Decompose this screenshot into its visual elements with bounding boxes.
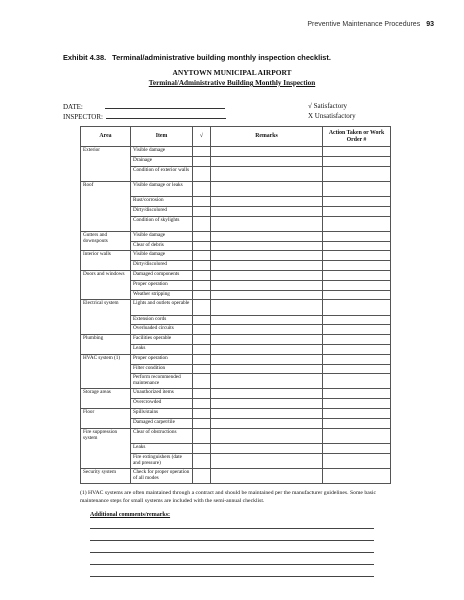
item-cell: Dirty/discolored (131, 206, 193, 216)
item-cell: Clear of debris (131, 241, 193, 251)
action-cell[interactable] (323, 468, 391, 483)
remarks-cell[interactable] (211, 206, 323, 216)
check-cell[interactable] (193, 344, 211, 354)
comment-line[interactable] (90, 528, 374, 529)
check-cell[interactable] (193, 374, 211, 389)
check-cell[interactable] (193, 280, 211, 290)
check-cell[interactable] (193, 399, 211, 409)
exhibit-title: Terminal/administrative building monthly inspection checklist. (112, 53, 331, 62)
remarks-cell[interactable] (211, 290, 323, 300)
item-cell: Spills/stains (131, 409, 193, 419)
action-cell[interactable] (323, 315, 391, 325)
inspector-line[interactable] (106, 112, 226, 119)
check-cell[interactable] (193, 270, 211, 280)
item-cell: Fire extinguishers (date and pressure) (131, 453, 193, 468)
comment-line[interactable] (90, 552, 374, 553)
action-cell[interactable] (323, 335, 391, 345)
remarks-cell[interactable] (211, 364, 323, 374)
action-cell[interactable] (323, 443, 391, 453)
item-cell: Dirty/discolored (131, 261, 193, 271)
header-action: Action Taken or Work Order # (323, 127, 391, 147)
action-cell[interactable] (323, 270, 391, 280)
check-cell[interactable] (193, 443, 211, 453)
table-row (81, 468, 391, 483)
remarks-cell[interactable] (211, 196, 323, 206)
action-cell[interactable] (323, 418, 391, 428)
area-cell: Storage areas (81, 389, 131, 409)
item-cell: Proper operation (131, 280, 193, 290)
item-cell: Damaged carpet/tile (131, 418, 193, 428)
action-cell[interactable] (323, 181, 391, 196)
remarks-cell[interactable] (211, 344, 323, 354)
item-cell: Overcrowded (131, 399, 193, 409)
action-cell[interactable] (323, 261, 391, 271)
legend-unsatisfactory: X Unsatisfactory (308, 112, 356, 120)
table-row (81, 428, 391, 443)
date-line[interactable] (105, 102, 225, 109)
check-cell[interactable] (193, 261, 211, 271)
check-cell[interactable] (193, 166, 211, 181)
exhibit-caption (63, 53, 331, 62)
action-cell[interactable] (323, 399, 391, 409)
remarks-cell[interactable] (211, 325, 323, 335)
remarks-cell[interactable] (211, 261, 323, 271)
org-name: ANYTOWN MUNICIPAL AIRPORT (172, 68, 292, 77)
check-cell[interactable] (193, 335, 211, 345)
item-cell: Condition of exterior walls (131, 166, 193, 181)
area-cell: Plumbing (81, 335, 131, 355)
item-cell: Perform recommended maintenance (131, 374, 193, 389)
table-row (81, 409, 391, 419)
remarks-cell[interactable] (211, 453, 323, 468)
remarks-cell[interactable] (211, 468, 323, 483)
check-cell[interactable] (193, 453, 211, 468)
action-cell[interactable] (323, 156, 391, 166)
remarks-cell[interactable] (211, 315, 323, 325)
item-cell: Visible damage or leaks (131, 181, 193, 196)
action-cell[interactable] (323, 206, 391, 216)
action-cell[interactable] (323, 354, 391, 364)
remarks-cell[interactable] (211, 335, 323, 345)
table-header-row (81, 127, 391, 147)
item-cell: Lights and outlets operable (131, 300, 193, 315)
action-cell[interactable] (323, 325, 391, 335)
item-cell: Proper operation (131, 354, 193, 364)
table-row (81, 147, 391, 157)
area-cell: Roof (81, 181, 131, 231)
item-cell: Visible damage (131, 251, 193, 261)
item-cell: Visible damage (131, 147, 193, 157)
header-item: Item (131, 127, 193, 147)
table-row (81, 181, 391, 196)
area-cell: Security system (81, 468, 131, 483)
item-cell: Extension cords (131, 315, 193, 325)
check-cell[interactable] (193, 468, 211, 483)
inspection-table (80, 126, 391, 484)
table-row (81, 231, 391, 241)
header-check: √ (193, 127, 211, 147)
check-cell[interactable] (193, 147, 211, 157)
item-cell: Overloaded circuits (131, 325, 193, 335)
action-cell[interactable] (323, 241, 391, 251)
action-cell[interactable] (323, 196, 391, 206)
table-row (81, 354, 391, 364)
comments-label: Additional comments/remarks: (90, 512, 171, 518)
area-cell: Gutters and downspouts (81, 231, 131, 251)
item-cell: Visible damage (131, 231, 193, 241)
item-cell: Rust/corrosion (131, 196, 193, 206)
remarks-cell[interactable] (211, 300, 323, 315)
remarks-cell[interactable] (211, 409, 323, 419)
area-cell: Interior walls (81, 251, 131, 271)
remarks-cell[interactable] (211, 428, 323, 443)
remarks-cell[interactable] (211, 181, 323, 196)
check-cell[interactable] (193, 364, 211, 374)
remarks-cell[interactable] (211, 374, 323, 389)
action-cell[interactable] (323, 147, 391, 157)
remarks-cell[interactable] (211, 280, 323, 290)
remarks-cell[interactable] (211, 156, 323, 166)
item-cell: Check for proper operation of all modes (131, 468, 193, 483)
action-cell[interactable] (323, 344, 391, 354)
item-cell: Leaks (131, 443, 193, 453)
item-cell: Damaged components (131, 270, 193, 280)
table-row (81, 251, 391, 261)
check-cell[interactable] (193, 354, 211, 364)
check-cell[interactable] (193, 156, 211, 166)
item-cell: Facilities operable (131, 335, 193, 345)
exhibit-label: Exhibit 4.38. (63, 53, 107, 62)
running-title: Preventive Maintenance Procedures (307, 21, 421, 28)
comment-line[interactable] (90, 576, 374, 577)
action-cell[interactable] (323, 290, 391, 300)
check-cell[interactable] (193, 428, 211, 443)
item-cell: Leaks (131, 344, 193, 354)
action-cell[interactable] (323, 300, 391, 315)
table-row (81, 270, 391, 280)
action-cell[interactable] (323, 231, 391, 241)
running-header (307, 21, 434, 28)
check-cell[interactable] (193, 216, 211, 231)
remarks-cell[interactable] (211, 418, 323, 428)
check-cell[interactable] (193, 181, 211, 196)
header-area: Area (81, 127, 131, 147)
date-field[interactable] (63, 102, 225, 111)
page-number: 93 (426, 21, 434, 28)
action-cell[interactable] (323, 251, 391, 261)
action-cell[interactable] (323, 428, 391, 443)
remarks-cell[interactable] (211, 270, 323, 280)
remarks-cell[interactable] (211, 216, 323, 231)
check-cell[interactable] (193, 418, 211, 428)
check-cell[interactable] (193, 231, 211, 241)
remarks-cell[interactable] (211, 241, 323, 251)
form-title: Terminal/Administrative Building Monthly Inspection (148, 79, 316, 87)
action-cell[interactable] (323, 280, 391, 290)
action-cell[interactable] (323, 216, 391, 231)
inspector-label: INSPECTOR: (63, 113, 103, 121)
remarks-cell[interactable] (211, 166, 323, 181)
remarks-cell[interactable] (211, 389, 323, 399)
check-cell[interactable] (193, 300, 211, 315)
date-label: DATE: (63, 103, 83, 111)
remarks-cell[interactable] (211, 147, 323, 157)
action-cell[interactable] (323, 166, 391, 181)
table-body (81, 147, 391, 484)
comment-line[interactable] (90, 564, 374, 565)
item-cell: Filter condition (131, 364, 193, 374)
footnote: (1) HVAC systems are often maintained through a contract and should be maintained per the manufacturer guidelines. Some basic maintenance steps for small systems are included with the semi-annual checklist. (80, 490, 377, 504)
remarks-cell[interactable] (211, 251, 323, 261)
area-cell: Electrical system (81, 300, 131, 335)
action-cell[interactable] (323, 409, 391, 419)
legend-satisfactory: √ Satisfactory (308, 102, 348, 110)
inspector-field[interactable] (63, 112, 226, 121)
remarks-cell[interactable] (211, 354, 323, 364)
item-cell: Clear of obstructions (131, 428, 193, 443)
area-cell: Doors and windows (81, 270, 131, 299)
area-cell: HVAC system (1) (81, 354, 131, 389)
area-cell: Floor (81, 409, 131, 429)
comment-line[interactable] (90, 540, 374, 541)
item-cell: Drainage (131, 156, 193, 166)
area-cell: Fire suppression system (81, 428, 131, 468)
table-row (81, 335, 391, 345)
check-cell[interactable] (193, 196, 211, 206)
header-remarks: Remarks (211, 127, 323, 147)
check-cell[interactable] (193, 389, 211, 399)
remarks-cell[interactable] (211, 399, 323, 409)
item-cell: Unauthorized items (131, 389, 193, 399)
check-cell[interactable] (193, 325, 211, 335)
remarks-cell[interactable] (211, 443, 323, 453)
action-cell[interactable] (323, 374, 391, 389)
item-cell: Weather stripping (131, 290, 193, 300)
action-cell[interactable] (323, 389, 391, 399)
action-cell[interactable] (323, 364, 391, 374)
check-cell[interactable] (193, 290, 211, 300)
table-row (81, 300, 391, 315)
check-cell[interactable] (193, 409, 211, 419)
check-cell[interactable] (193, 241, 211, 251)
remarks-cell[interactable] (211, 231, 323, 241)
action-cell[interactable] (323, 453, 391, 468)
area-cell: Exterior (81, 147, 131, 182)
check-cell[interactable] (193, 251, 211, 261)
check-cell[interactable] (193, 315, 211, 325)
check-cell[interactable] (193, 206, 211, 216)
item-cell: Condition of skylights (131, 216, 193, 231)
table-row (81, 389, 391, 399)
